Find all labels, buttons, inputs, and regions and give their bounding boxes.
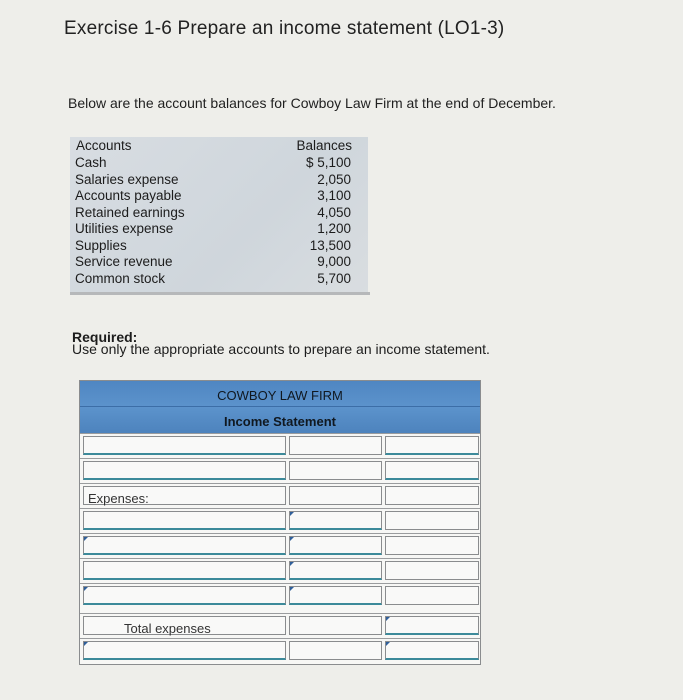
dropdown-marker-icon <box>290 537 294 541</box>
table-row <box>70 155 368 172</box>
expenses-label-cell[interactable] <box>83 486 286 505</box>
amount-input[interactable] <box>289 586 382 605</box>
dropdown-marker-icon <box>84 537 88 541</box>
account-name: Common stock <box>75 270 166 286</box>
account-input[interactable] <box>83 511 286 530</box>
total-input[interactable] <box>385 436 479 455</box>
dropdown-marker-icon <box>290 512 294 516</box>
form-row <box>80 638 480 664</box>
form-row-expenses <box>80 483 480 509</box>
intro-text: Below are the account balances for Cowboy Law Firm at the end of December. <box>68 95 556 111</box>
amount-input[interactable] <box>289 511 382 530</box>
statement-name: Income Statement <box>224 414 336 429</box>
account-input[interactable] <box>83 436 286 455</box>
dropdown-marker-icon <box>386 642 390 646</box>
total-input[interactable] <box>385 486 479 505</box>
form-row <box>80 458 480 484</box>
account-name: Accounts payable <box>75 188 182 203</box>
required-label: Required: <box>72 329 138 345</box>
header-balances: Balances <box>296 138 352 153</box>
account-balance: 2,050 <box>317 171 351 187</box>
account-name: Salaries expense <box>75 171 179 187</box>
account-name: Supplies <box>75 237 127 253</box>
header-accounts: Accounts <box>76 138 132 153</box>
form-row <box>80 433 480 459</box>
table-row <box>70 271 368 288</box>
account-name: Service revenue <box>75 254 173 269</box>
amount-input[interactable] <box>289 536 382 555</box>
account-balance: 13,500 <box>309 237 351 253</box>
form-header <box>80 381 480 433</box>
form-row <box>80 533 480 559</box>
dropdown-marker-icon <box>290 587 294 591</box>
account-name: Cash <box>75 155 107 170</box>
account-input[interactable] <box>83 461 286 480</box>
dropdown-marker-icon <box>290 562 294 566</box>
amount-input[interactable] <box>289 616 382 635</box>
account-balance: 1,200 <box>317 221 351 236</box>
dropdown-marker-icon <box>84 642 88 646</box>
total-expenses-label-cell <box>83 616 286 635</box>
total-input[interactable] <box>385 461 479 480</box>
total-input[interactable] <box>385 536 479 555</box>
total-input[interactable] <box>385 511 479 530</box>
account-input[interactable] <box>83 586 286 605</box>
account-balances-table <box>70 137 368 295</box>
table-row <box>70 254 368 271</box>
account-balance: 4,050 <box>317 204 351 220</box>
total-expenses-label: Total expenses <box>124 621 211 636</box>
account-balance: 5,700 <box>317 270 351 286</box>
company-name: COWBOY LAW FIRM <box>217 388 343 403</box>
total-input[interactable] <box>385 616 479 635</box>
amount-input[interactable] <box>289 461 382 480</box>
account-balance: $ 5,100 <box>305 155 351 170</box>
amount-input[interactable] <box>289 641 382 660</box>
table-row <box>70 238 368 255</box>
required-text: Use only the appropriate accounts to prepare an income statement. <box>72 341 490 357</box>
amount-input[interactable] <box>289 436 382 455</box>
total-input[interactable] <box>385 641 479 660</box>
table-row <box>70 188 368 205</box>
table-row <box>70 221 368 238</box>
amount-input[interactable] <box>289 561 382 580</box>
total-input[interactable] <box>385 586 479 605</box>
account-balance: 9,000 <box>317 254 351 269</box>
form-row <box>80 558 480 584</box>
expenses-label: Expenses: <box>88 491 149 506</box>
account-name: Utilities expense <box>75 221 174 236</box>
account-input[interactable] <box>83 641 286 660</box>
table-row <box>70 205 368 222</box>
amount-input[interactable] <box>289 486 382 505</box>
dropdown-marker-icon <box>84 587 88 591</box>
table-row <box>70 172 368 189</box>
account-balance: 3,100 <box>317 188 351 203</box>
income-statement-form <box>79 380 481 665</box>
account-name: Retained earnings <box>75 204 185 220</box>
dropdown-marker-icon <box>386 617 390 621</box>
table-divider <box>70 292 370 295</box>
total-input[interactable] <box>385 561 479 580</box>
header-divider <box>80 406 480 407</box>
account-input[interactable] <box>83 536 286 555</box>
form-row <box>80 508 480 534</box>
table-header <box>70 138 368 155</box>
form-row-total-expenses <box>80 613 480 639</box>
account-input[interactable] <box>83 561 286 580</box>
form-row <box>80 583 480 609</box>
exercise-title: Exercise 1-6 Prepare an income statement (LO1-3) <box>64 18 505 39</box>
